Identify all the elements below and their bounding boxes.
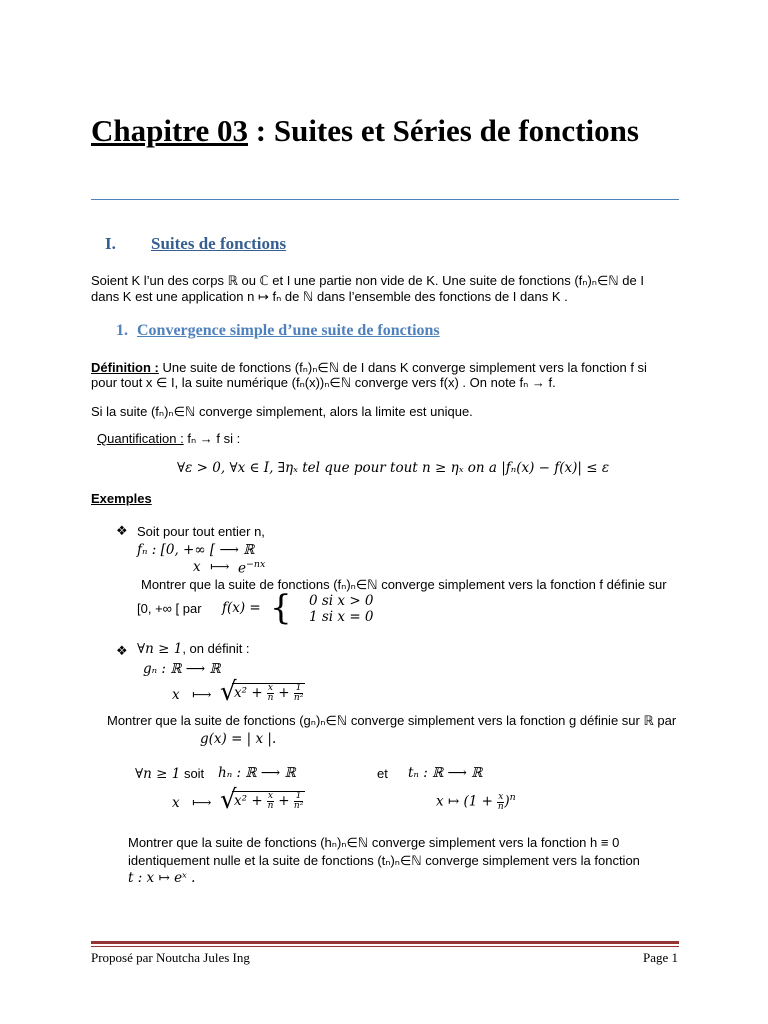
footer-page-number: Page 1 (643, 950, 679, 965)
example3-t-map: tₙ : ℝ ⟶ ℝ (408, 765, 483, 781)
example3-intro-text: soit (180, 766, 205, 781)
quantification-line (97, 431, 240, 447)
example3-frac-2: $\frac{1}{\text{n²}}$ (293, 791, 304, 811)
example3-t-expr-b: ) (504, 793, 510, 810)
example3-sqrt (222, 791, 305, 811)
intro-line-2: dans K est une application n ↦ fₙ de ℕ dans l’ensemble des fonctions de I dans K . (91, 289, 568, 304)
section-number: I. (105, 234, 116, 253)
sqrt-icon (222, 683, 305, 703)
example1-case-2: 1 si x = 0 (309, 609, 374, 625)
example2-gx: g(x) = | x |. (200, 731, 277, 747)
example1-map: fₙ : [0, +∞ [ ⟶ ℝ (137, 542, 255, 558)
subsection-number: 1. (116, 322, 128, 339)
examples-heading: Exemples (91, 491, 152, 506)
example1-fx: f(x) = (222, 600, 261, 616)
example2-intro (137, 641, 250, 657)
example1-case-1: 0 si x > 0 (309, 593, 374, 609)
example3-frac-1: $\frac{x}{n}$ (267, 791, 274, 811)
example2-arrow: ⟼ (192, 687, 212, 703)
example1-intro: Soit pour tout entier n, (137, 524, 265, 539)
example2-sqrt (222, 683, 305, 703)
example3-rad-a: x² + (234, 793, 267, 809)
example1-domain: [0, +∞ [ par (137, 601, 202, 616)
footer-rule-thin (91, 946, 679, 947)
quantification-formula: ∀ε > 0, ∀x ∈ I, ∃ηₓ tel que pour tout n ≥ ηₓ on a |fₙ(x) − f(x)| ≤ ε (177, 460, 610, 476)
example3-intro (135, 766, 204, 782)
section-title: Suites de fonctions (151, 234, 287, 253)
definition-line-2: pour tout x ∈ I, la suite numérique (fₙ(x))ₙ∈ℕ converge vers f(x) . On note fₙ → f. (91, 375, 556, 390)
example3-plus: + (274, 793, 294, 809)
example3-var: x (172, 795, 180, 811)
bullet-icon: ❖ (116, 643, 128, 658)
footer-author: Proposé par Noutcha Jules Ing (91, 950, 250, 965)
sqrt-icon (222, 791, 305, 811)
example2-frac-1: $\frac{x}{n}$ (267, 683, 274, 703)
example1-exp-base: e (238, 560, 246, 577)
intro-line-1: Soient K l’un des corps ℝ ou ℂ et I une partie non vide de K. Une suite de fonctions (fₙ)ₙ∈ℕ de I (91, 273, 644, 288)
example1-var: x (193, 559, 201, 575)
example1-exp (238, 559, 265, 577)
example2-question: Montrer que la suite de fonctions (gₙ)ₙ∈ℕ converge simplement vers la fonction g définie sur ℝ par (107, 713, 677, 728)
example3-question-2: identiquement nulle et la suite de fonctions (tₙ)ₙ∈ℕ converge simplement vers la fonction (128, 853, 640, 868)
definition-line-1 (91, 360, 647, 376)
definition-text-1: Une suite de fonctions (fₙ)ₙ∈ℕ de I dans K converge simplement vers la fonction f si (158, 360, 647, 375)
quantification-text: fₙ → f si : (183, 431, 241, 446)
example2-var: x (172, 687, 180, 703)
uniqueness-statement: Si la suite (fₙ)ₙ∈ℕ converge simplement, alors la limite est unique. (91, 404, 473, 419)
definition-label: Définition : (91, 360, 159, 375)
bullet-icon: ❖ (116, 523, 128, 538)
chapter-title: : Suites et Séries de fonctions (248, 113, 639, 148)
example2-plus: + (274, 685, 294, 701)
example3-question-1: Montrer que la suite de fonctions (hₙ)ₙ∈ℕ converge simplement vers la fonction h ≡ 0 (128, 835, 620, 850)
example2-frac-2: $\frac{1}{\text{n²}}$ (293, 683, 304, 703)
example2-intro-text: , on définit : (182, 641, 250, 656)
example2-rad-a: x² + (234, 685, 267, 701)
example3-intro-math: ∀n ≥ 1 (135, 766, 181, 782)
page-title (91, 112, 691, 149)
example3-h-map: hₙ : ℝ ⟶ ℝ (218, 765, 296, 781)
example1-exp-power: −nx (246, 559, 266, 570)
title-rule (91, 199, 679, 200)
quantification-label: Quantification : (97, 431, 184, 446)
brace-icon: { (270, 588, 292, 628)
example2-intro-math: ∀n ≥ 1 (137, 641, 183, 657)
subsection-title: Convergence simple d’une suite de fonctions (137, 322, 440, 339)
footer-rule-thick (91, 941, 679, 944)
chapter-number: Chapitre 03 (91, 113, 249, 148)
example1-arrow: ⟼ (210, 559, 230, 575)
example3-question-3: t : x ↦ eˣ . (128, 870, 196, 886)
example2-map: gₙ : ℝ ⟶ ℝ (143, 661, 221, 677)
example3-t-expr-a: x ↦ (1 + (436, 793, 498, 810)
example1-question: Montrer que la suite de fonctions (fₙ)ₙ∈ℕ converge simplement vers la fonction f définie sur (141, 577, 667, 592)
example3-t-expr (436, 792, 516, 812)
example3-and: et (377, 766, 388, 781)
example3-t-frac: $\frac{x}{n}$ (497, 791, 504, 812)
example3-arrow: ⟼ (192, 795, 212, 811)
example3-t-exp: n (509, 792, 516, 803)
